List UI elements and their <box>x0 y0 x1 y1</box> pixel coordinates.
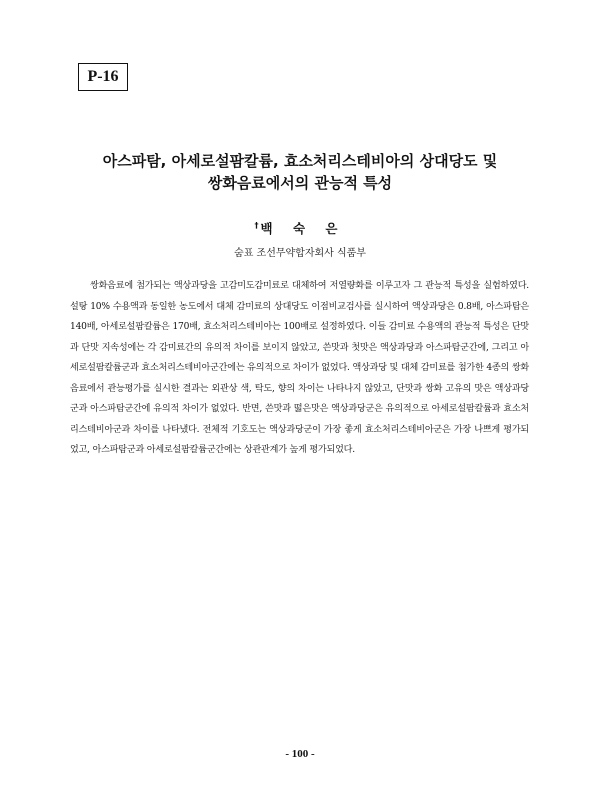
title-line-1: 아스파탐, 아세로설팜칼륨, 효소처리스테비아의 상대당도 및 <box>102 152 498 170</box>
corresponding-author-marker: † <box>254 220 259 230</box>
author-name: 백 숙 은 <box>260 221 346 236</box>
paper-title <box>60 150 540 194</box>
abstract-body: 쌍화음료에 첨가되는 액상과당을 고감미도감미료로 대체하여 저열량화를 이루고자 그 관능적 특성을 실험하였다. 설탕 10% 수용액과 동일한 농도에서 대체 감미료의 상대당도 이점비교검사를 실시하여 액상과당은 0.8배, 아스파탐은 140배, 아세로설팜칼륨은 170배, 효소처리스테비아는 100배로 설정하였다. 이들 감미료 수용액의 관능적 특성은 단맛과 단맛 지속성에는 각 감미료간의 유의적 차이를 보이지 않았고, 쓴맛과 첫맛은 액상과당과 아스파탐군간에, 그리고 아세로설팜칼륨군과 효소처리스테비아군간에는 유의적으로 차이가 없었다. 액상과당 및 대체 감미료를 첨가한 4종의 쌍화음료에서 관능평가를 실시한 결과는 외관상 색, 탁도, 향의 차이는 나타나지 않았고, 단맛과 쌍화 고유의 맛은 액상과당군과 아스파탐군간에 유의적 차이가 없었다. 반면, 쓴맛과 떫은맛은 액상과당군은 유의적으로 아세로설팜칼륨과 효소처리스테비아군과 차이를 나타냈다. 전체적 기호도는 액상과당군이 가장 좋게 효소처리스테비아군은 가장 나쁘게 평가되었고, 아스파탐군과 아세로설팜칼륨군간에는 상관관계가 높게 평가되었다. <box>70 281 529 455</box>
author <box>60 219 540 237</box>
presentation-code: P-16 <box>87 68 119 85</box>
page-number: - 100 - <box>285 748 315 760</box>
presentation-code-box <box>78 63 128 91</box>
affiliation: 숨표 조선무약합자회사 식품부 <box>234 248 366 259</box>
title-line-2: 쌍화음료에서의 관능적 특성 <box>207 174 393 192</box>
